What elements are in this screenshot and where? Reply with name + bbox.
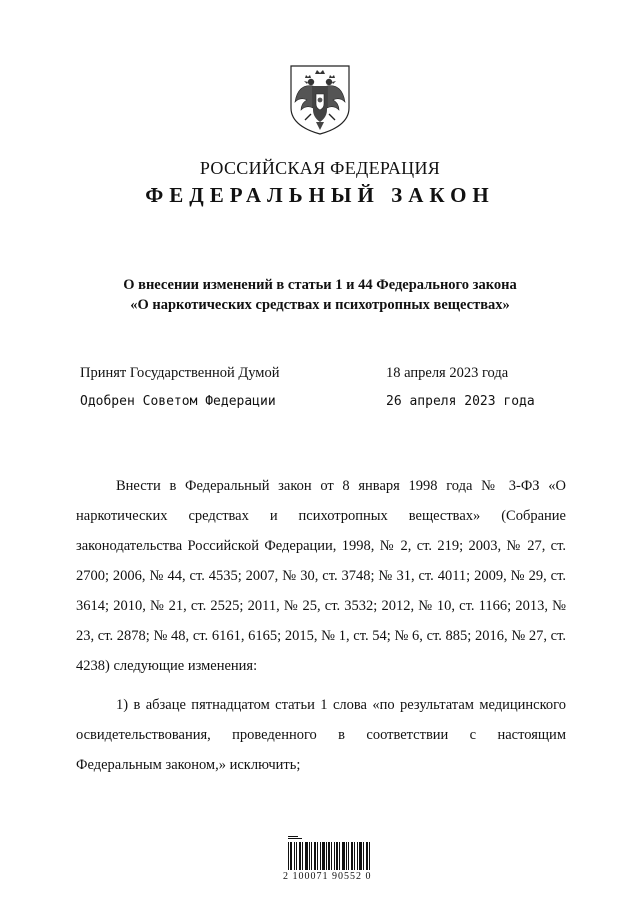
country-name: РОССИЙСКАЯ ФЕДЕРАЦИЯ bbox=[199, 158, 441, 178]
law-body bbox=[76, 471, 566, 780]
law-title-line: «О наркотических средствах и психотропных веществах» bbox=[130, 297, 510, 313]
amendment-item-1: 1) в абзаце пятнадцатом статьи 1 слова «по результатам медицинского освидетельствования, проведенного в соответствии с настоящим Федеральным законом,» исключить; bbox=[76, 697, 566, 773]
adoption-date: 18 апреля 2023 года bbox=[386, 365, 509, 381]
adoption-date: 26 апреля 2023 года bbox=[386, 394, 535, 409]
barcode-number: 2 100071 90552 0 bbox=[283, 871, 372, 882]
coat-of-arms-icon bbox=[289, 64, 351, 136]
adoption-label: Одобрен Советом Федерации bbox=[80, 394, 276, 409]
adoption-label: Принят Государственной Думой bbox=[80, 365, 280, 381]
intro-paragraph: Внести в Федеральный закон от 8 января 1998 года № 3-ФЗ «О наркотических средствах и психотропных веществах» (Собрание законодательства Российской Федерации, 1998, № 2, ст. 219; 2003, № 27, ст. 2700; 2006, № 44, ст. 4535; 2007, № 30, ст. 3748; № 31, ст. 4011; 2009, № 29, ст. 3614; 2010, № 21, ст. 2525; 2011, № 25, ст. 3532; 2012, № 10, ст. 1166; 2013, № 23, ст. 2878; № 48, ст. 6161, 6165; 2015, № 1, ст. 54; № 6, ст. 885; 2016, № 27, ст. 4238) следующие изменения: bbox=[76, 478, 566, 674]
barcode-icon bbox=[286, 834, 372, 872]
law-title-line: О внесении изменений в статьи 1 и 44 Федерального закона bbox=[123, 277, 517, 293]
document-type: ФЕДЕРАЛЬНЫЙ ЗАКОН bbox=[145, 183, 495, 207]
law-title bbox=[0, 275, 640, 315]
